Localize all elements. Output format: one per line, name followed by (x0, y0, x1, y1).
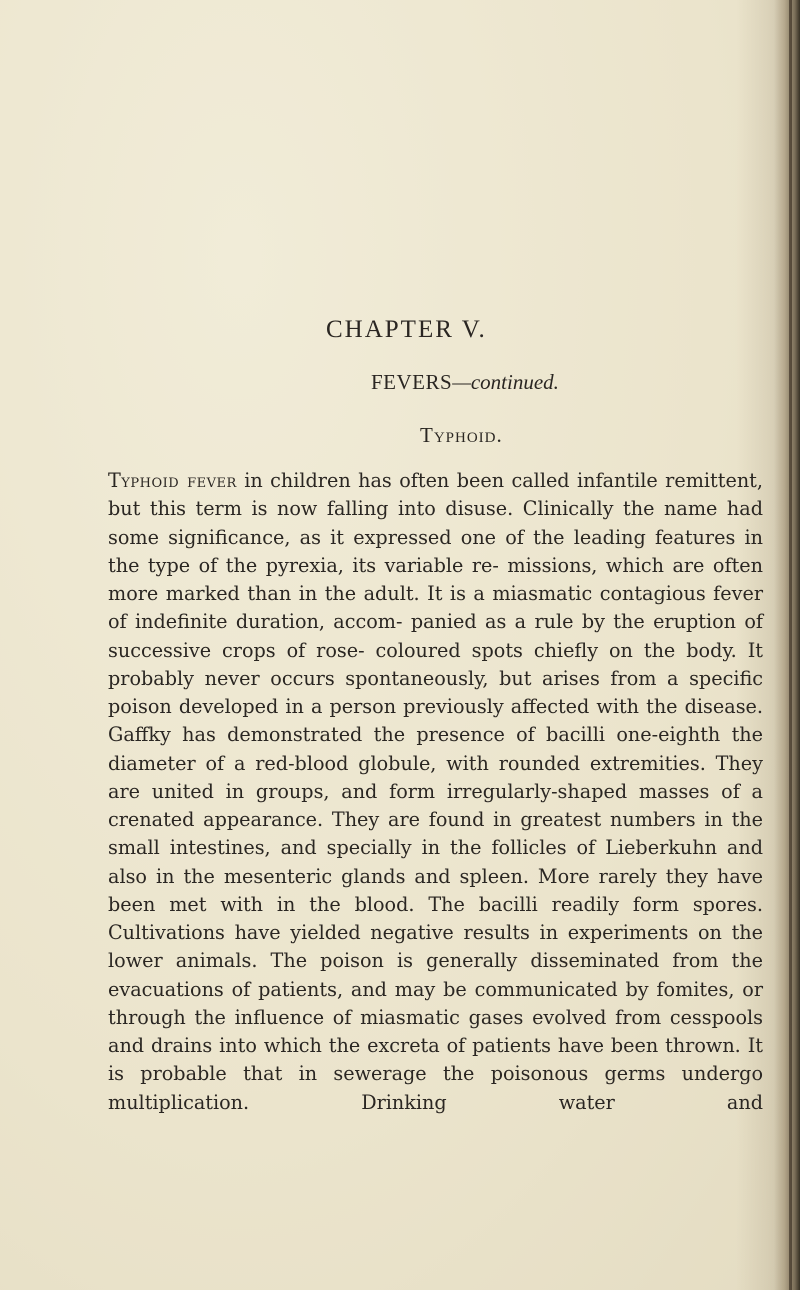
subtitle-main: FEVERS (371, 370, 453, 394)
paragraph-text: in children has often been called infantile remittent, but this term is now falling into disuse. Clinically the name had some significance, as it expressed one of the leading features in the type of the pyrexia, its variable re- missions, which are often more marked than in the adult. It is a miasmatic contagious fever of indefinite duration, accom- panied as a rule by the eruption of successive crops of rose- coloured spots chiefly on the body. It probably never occurs spontaneously, but arises from a specific poison developed in a person previously affected with the disease. Gaffky has demonstrated the presence of bacilli one-eighth the diameter of a red-blood globule, with rounded extremities. They are united in groups, and form irregularly-shaped masses of a crenated appearance. They are found in greatest numbers in the small intestines, and specially in the follicles of Lieberkuhn and also in the mesenteric glands and spleen. More rarely they have been met with in the blood. The bacilli readily form spores. Cultivations have yielded negative results in experiments on the lower animals. The poison is generally disseminated from the evacuations of patients, and may be communicated by fomites, or through the influence of miasmatic gases evolved from cesspools and drains into which the excreta of patients have been thrown. It is probable that in sewerage the poisonous germs undergo multiplication. Drinking water and (108, 469, 763, 1114)
chapter-subtitle (371, 370, 559, 395)
subtitle-suffix: —continued. (452, 370, 559, 394)
page-binding-edge (789, 0, 792, 1290)
chapter-heading: CHAPTER V. (326, 316, 487, 343)
page-edge-shadow (774, 0, 800, 1290)
paragraph-lead: Typhoid fever (108, 469, 237, 492)
body-paragraph (108, 467, 763, 1117)
section-heading: Typhoid. (420, 423, 503, 447)
